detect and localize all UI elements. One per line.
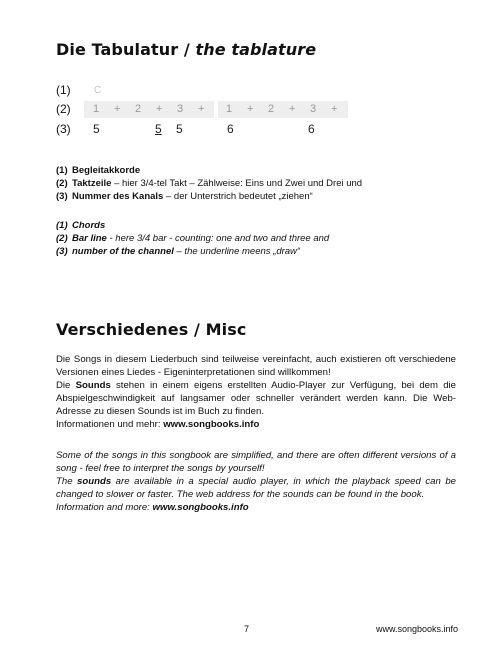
row-label: (1): [56, 83, 71, 97]
beat-count: 2: [268, 103, 275, 115]
title-de: Die Tabulatur /: [56, 40, 196, 59]
legend-item: (3) number of the channel – the underline meens „draw“: [56, 246, 301, 257]
row-label: (3): [56, 122, 71, 136]
channel-number: 6: [227, 122, 234, 136]
channel-number: 5: [93, 122, 100, 136]
para-text: Information and more: www.songbooks.info: [56, 502, 249, 513]
legend-en: [56, 219, 329, 258]
channel-number-draw: 5: [155, 122, 162, 136]
chord-label: C: [94, 85, 102, 96]
para-text: Informationen und mehr: www.songbooks.info: [56, 419, 260, 430]
tab-row-bar-line: [56, 101, 356, 118]
legend-item: (3) Nummer des Kanals – der Unterstrich bedeutet „ziehen“: [56, 191, 313, 202]
website-link[interactable]: www.songbooks.info: [163, 419, 260, 430]
page-number: 7: [244, 624, 250, 634]
row-label: (2): [56, 102, 71, 116]
paragraph-en: [56, 449, 456, 514]
beat-count: 3: [177, 103, 184, 115]
footer-website: www.songbooks.info: [376, 624, 459, 634]
tab-row-chords: [56, 82, 356, 99]
legend-de: [56, 164, 362, 203]
beat-and: +: [331, 103, 338, 115]
tab-row-channels: [56, 121, 356, 138]
beat-count: 1: [93, 103, 100, 115]
beat-count: 3: [310, 103, 317, 115]
beat-and: +: [198, 103, 205, 115]
para-text: The sounds are available in a special audio player, in which the playback speed can be changed to slower or faster. The web address for the sounds can be found in the book.: [56, 476, 456, 500]
channel-number: 5: [176, 122, 183, 136]
channel-number: 6: [308, 122, 315, 136]
beat-count: 1: [226, 103, 233, 115]
para-text: Die Songs in diesem Liederbuch sind teilweise vereinfacht, auch existieren oft verschiedene Versionen eines Liedes - Eigeninterpretationen sind willkommen!: [56, 354, 456, 378]
bar-1: [84, 101, 214, 118]
section-title-tablature: [56, 40, 316, 59]
beat-and: +: [289, 103, 296, 115]
legend-item: (2) Taktzeile – hier 3/4-tel Takt – Zählweise: Eins und Zwei und Drei und: [56, 178, 363, 189]
legend-item: (1) Chords: [56, 220, 106, 231]
para-text: Some of the songs in this songbook are simplified, and there are often different versions of a song - feel free to interpret the songs by yourself!: [56, 450, 456, 474]
title-en: the tablature: [195, 40, 317, 59]
section-title-misc: Verschiedenes / Misc: [56, 320, 247, 339]
beat-count: 2: [135, 103, 142, 115]
paragraph-de: [56, 353, 456, 431]
legend-item: (2) Bar line - here 3/4 bar - counting: one and two and three and: [56, 233, 330, 244]
website-link[interactable]: www.songbooks.info: [152, 502, 249, 513]
para-text: Die Sounds stehen in einem eigens erstellten Audio-Player zur Verfügung, bei dem die Abspielgeschwindigkeit auf langsamer oder schneller verändert werden kann. Die Web-Adresse zu diesen Sounds ist im Buch zu finden.: [56, 380, 457, 417]
beat-and: +: [156, 103, 163, 115]
beat-and: +: [114, 103, 121, 115]
legend-item: (1) Begleitakkorde: [56, 165, 141, 176]
beat-and: +: [247, 103, 254, 115]
bar-2: [218, 101, 348, 118]
